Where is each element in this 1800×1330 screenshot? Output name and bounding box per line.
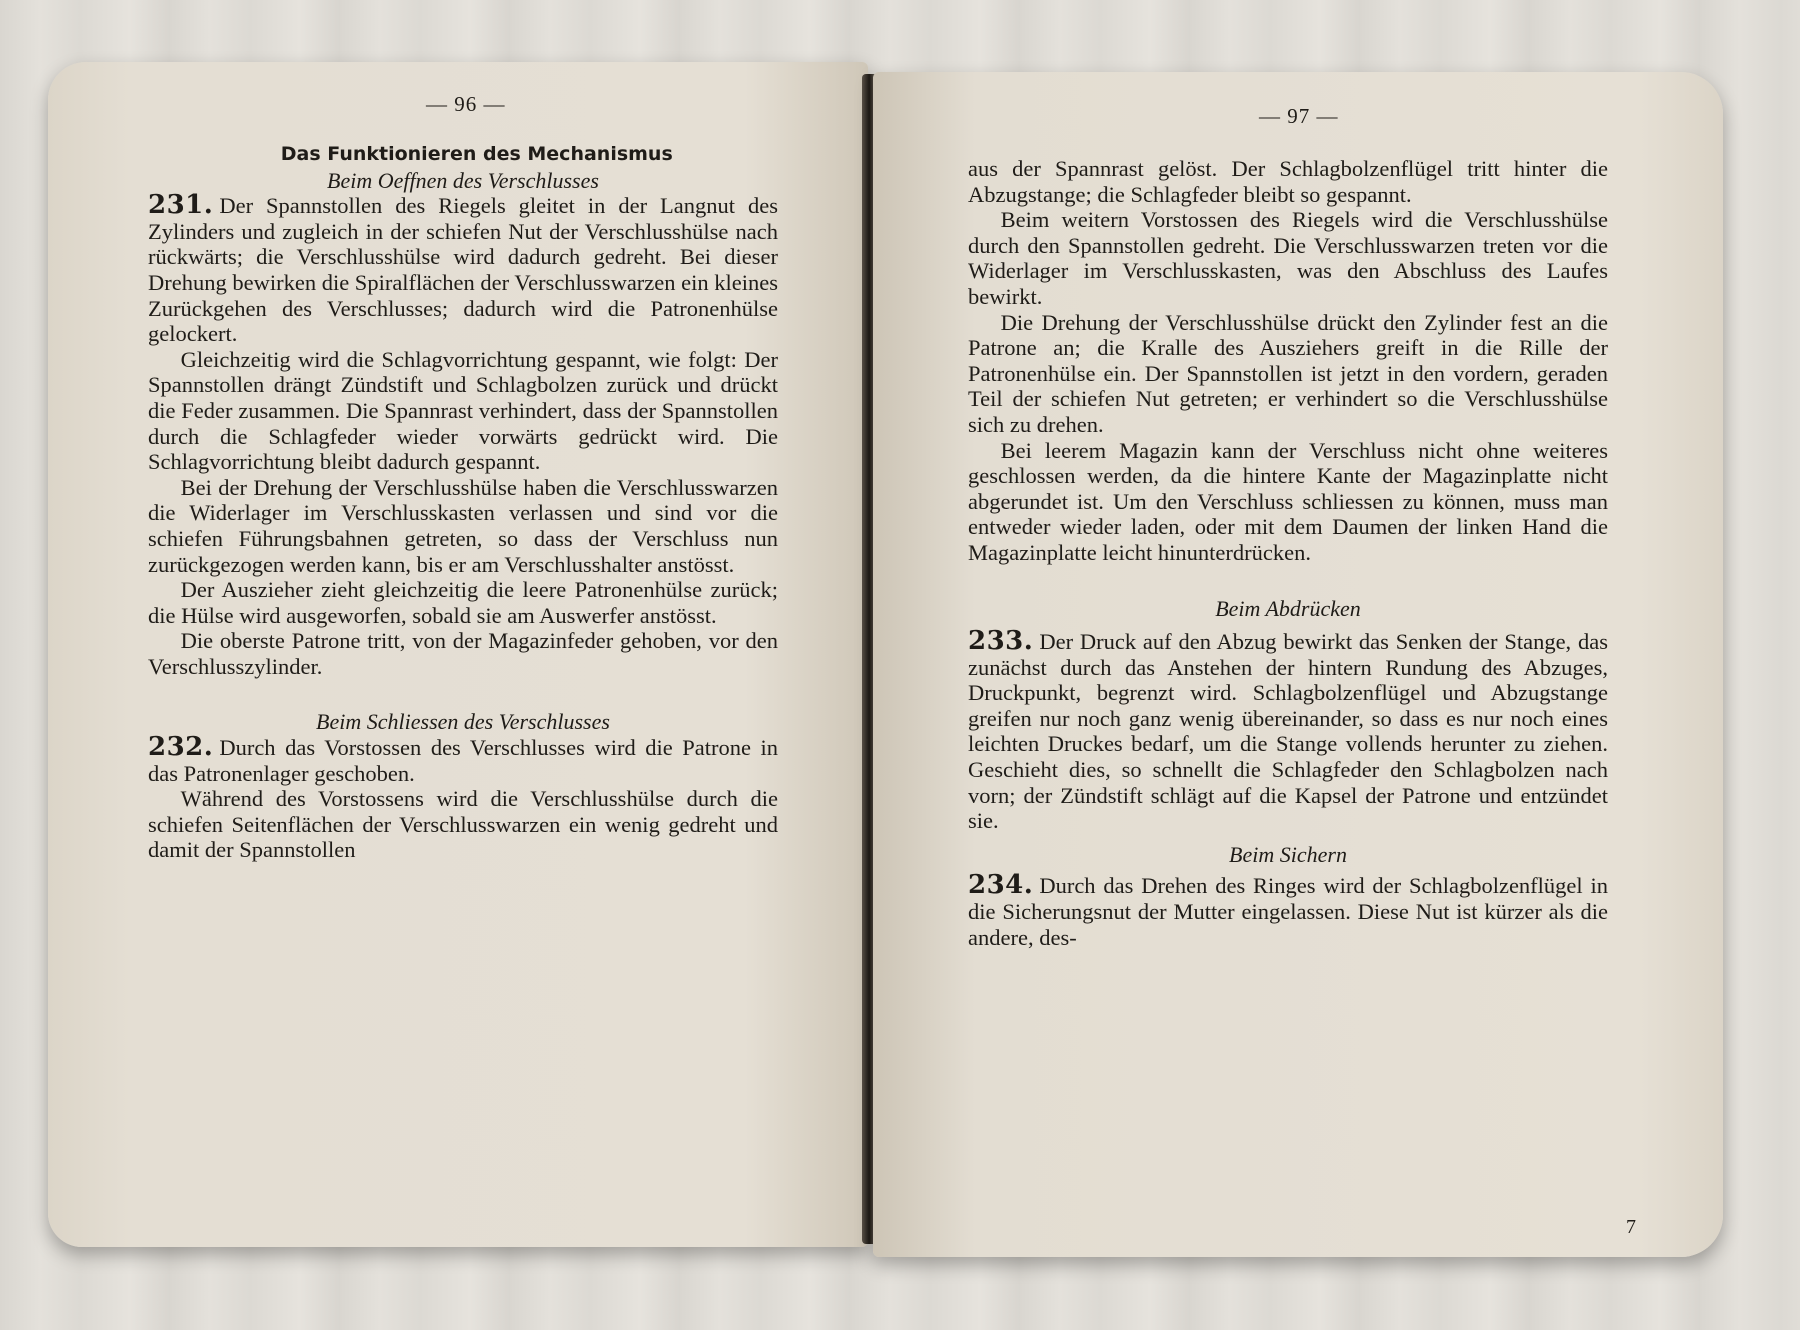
section-232-para2: Während des Vorstossens wird die Verschlusshülse durch die schiefen Seitenflächen der Verschlusswarzen ein wenig gedreht und damit der Spannstollen — [148, 786, 778, 863]
section-231-text: Der Spannstollen des Riegels gleitet in der Langnut des Zylinders und zugleich in der schiefen Nut der Verschlusshülse nach rückwärts; die Verschlusshülse wird dadurch gedreht. Bei dieser Drehung bewirken die Spiralflächen der Verschlusswarzen ein kleines Zurückgehen des Verschlusses; dadurch wird die Patronenhülse gelockert. — [148, 193, 778, 347]
section-232-para1 — [148, 732, 778, 786]
right-page — [873, 72, 1723, 1257]
right-para-c: Bei leerem Magazin kann der Verschluss nicht ohne weiteres geschlossen werden, da die hintere Kante der Magazinplatte nicht abgerundet ist. Um den Verschluss schliessen zu können, muss man entweder wieder laden, oder mit dem Daumen der linken Hand die Magazinplatte leicht hinunterdrücken. — [968, 437, 1608, 565]
section-232-text: Durch das Vorstossen des Verschlusses wird die Patrone in das Patronenlager geschoben. — [148, 735, 778, 786]
section-234-para1 — [968, 870, 1608, 950]
left-page — [48, 62, 868, 1247]
subheading-close: Beim Schliessen des Verschlusses — [316, 709, 610, 735]
right-page-text — [968, 156, 1608, 950]
section-231-para3: Bei der Drehung der Verschlusshülse haben die Verschlusswarzen die Widerlager im Verschlusskasten verlassen und sind vor die schiefen Führungsbahnen getreten, so dass der Verschluss nun zurückgezogen werden kann, bis er am Verschlusshalter anstösst. — [148, 474, 778, 577]
right-para-a: Beim weitern Vorstossen des Riegels wird die Verschlusshülse durch den Spannstollen gedreht. Die Verschlusswarzen treten vor die Widerlager im Verschlusskasten, was den Abschluss des Laufes bewirkt. — [968, 207, 1608, 309]
section-231-para4: Der Auszieher zieht gleichzeitig die leere Patronenhülse zurück; die Hülse wird ausgeworfen, sobald sie am Auswerfer anstösst. — [148, 577, 778, 628]
spacer — [968, 566, 1608, 596]
section-number-233: 233. — [968, 626, 1034, 657]
subheading-safe: Beim Sichern — [1229, 841, 1347, 867]
subheading-open: Beim Oeffnen des Verschlusses — [327, 167, 599, 193]
page-number-right: — 97 — — [1259, 104, 1339, 128]
section-233-text: Der Druck auf den Abzug bewirkt das Senken der Stange, das zunächst durch das Anstehen der hintern Rundung des Abzuges, Druckpunkt, begrenzt wird. Schlagbolzenflügel und Abzugstange greifen nur noch ganz wenig übereinander, so dass es nur noch eines leichten Druckes bedarf, um die Stange vollends herunter zu ziehen. Geschieht dies, so schnellt die Schlagfeder den Schlagbolzen nach vorn; der Zündstift schlägt auf die Kapsel der Patrone und entzündet sie. — [968, 629, 1608, 834]
section-231-para2: Gleichzeitig wird die Schlagvorrichtung gespannt, wie folgt: Der Spannstollen drängt Zündstift und Schlagbolzen zurück und drückt die Feder zusammen. Die Spannrast verhindert, dass der Spannstollen durch die Schlagfeder wieder vorwärts gedrückt wird. Die Schlagvorrichtung bleibt dadurch gespannt. — [148, 346, 778, 475]
continued-paragraph: aus der Spannrast gelöst. Der Schlagbolzenflügel tritt hinter die Abzugstange; die Schlagfeder bleibt so gespannt. — [968, 156, 1608, 207]
section-234-text: Durch das Drehen des Ringes wird der Schlagbolzenflügel in die Sicherungsnut der Mutter eingelassen. Diese Nut ist kürzer als die andere, des- — [968, 873, 1608, 950]
section-233-para1 — [968, 626, 1608, 834]
section-number-231: 231. — [148, 190, 214, 221]
spacer — [968, 834, 1608, 842]
open-booklet — [48, 62, 1728, 1262]
right-para-b: Die Drehung der Verschlusshülse drückt den Zylinder fest an die Patrone an; die Kralle des Ausziehers greift in die Rille der Patronenhülse ein. Der Spannstollen ist jetzt in den vordern, geraden Teil der schiefen Nut getreten; er verhindert so die Verschlusshülse sich zu drehen. — [968, 309, 1608, 437]
spacer — [148, 679, 778, 709]
section-231-para1 — [148, 190, 778, 347]
page-number-left: — 96 — — [426, 92, 506, 116]
section-number-232: 232. — [148, 732, 214, 763]
chapter-heading: Das Funktionieren des Mechanismus — [280, 143, 673, 165]
subheading-fire: Beim Abdrücken — [1215, 595, 1361, 621]
sheet-number: 7 — [1626, 1216, 1636, 1238]
left-page-text — [148, 142, 778, 863]
section-231-para5: Die oberste Patrone tritt, von der Magazinfeder gehoben, vor den Verschlusszylinder. — [148, 628, 778, 679]
section-number-234: 234. — [968, 870, 1034, 901]
